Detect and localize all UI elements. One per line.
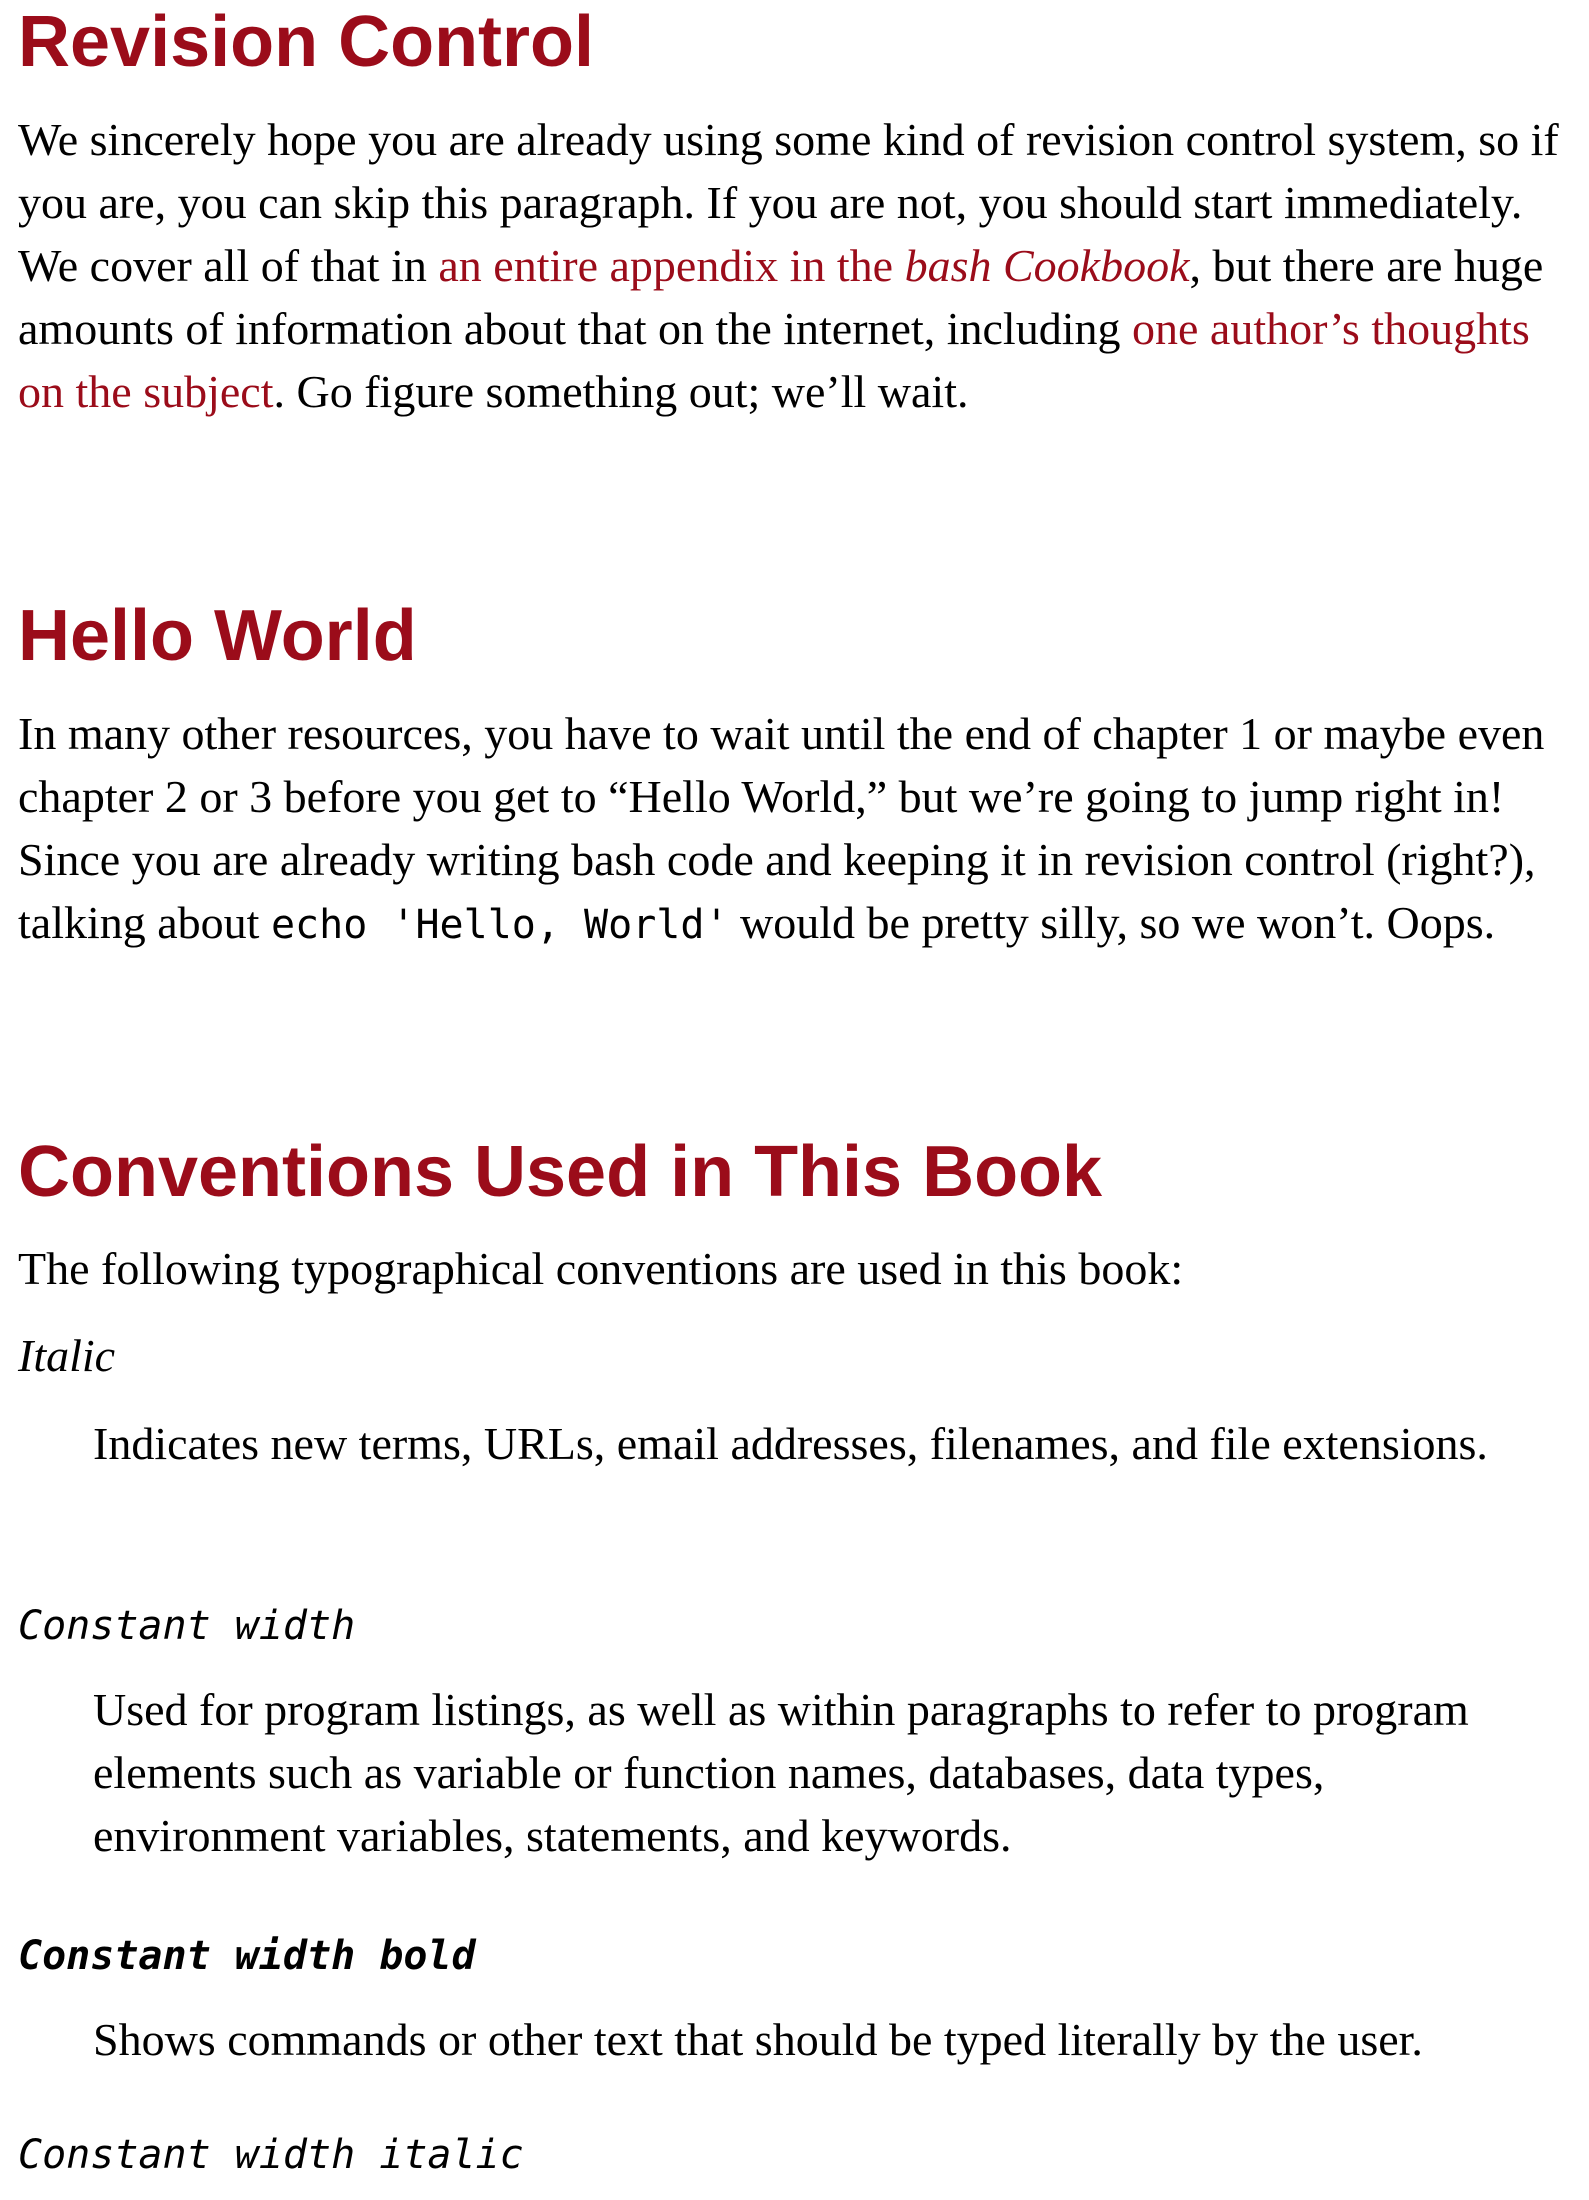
appendix-link[interactable] — [438, 240, 1189, 291]
hello-world-paragraph — [18, 702, 1578, 957]
convention-term-constant-width-italic: Constant width italic — [18, 2132, 524, 2178]
convention-term-italic: Italic — [18, 1330, 116, 1381]
section-heading-conventions: Conventions Used in This Book — [18, 1132, 1103, 1212]
convention-definition-constant-width: Used for program listings, as well as within paragraphs to refer to program elements such as variable or function names, databases, data types, environment variables, statements, and keywords. — [93, 1684, 1469, 1861]
section-heading-revision-control: Revision Control — [18, 2, 595, 82]
appendix-link-text: an entire appendix in the — [438, 240, 905, 291]
paragraph-text: , but there are huge amounts of information about that on the internet, including — [18, 240, 1544, 354]
convention-term-constant-width-bold: Constant width bold — [18, 1933, 476, 1979]
paragraph-text: In many other resources, you have to wait until the end of chapter 1 or maybe even chapter 2 or 3 before you get to “Hello World,” but we’re going to jump right in! Since you are already writing bash code and keeping it in revision control (right?), talking about — [18, 708, 1545, 948]
convention-definition-constant-width-bold: Shows commands or other text that should be typed literally by the user. — [93, 2014, 1423, 2065]
appendix-link-book-title: bash Cookbook — [904, 240, 1190, 291]
revision-control-paragraph — [18, 108, 1578, 423]
paragraph-text: We sincerely hope you are already using some kind of revision control system, so if you are, you can skip this paragraph. If you are not, you should start immediately. We cover all of that in — [18, 114, 1559, 291]
inline-code: echo 'Hello, World' — [270, 902, 729, 948]
paragraph-text: would be pretty silly, so we won’t. Oops. — [728, 897, 1496, 948]
author-thoughts-link[interactable]: one author’s thoughts on the subject — [18, 303, 1530, 417]
paragraph-text: . Go figure something out; we’ll wait. — [273, 366, 969, 417]
conventions-intro: The following typographical conventions are used in this book: — [18, 1243, 1184, 1294]
convention-term-constant-width: Constant width — [18, 1603, 356, 1649]
convention-definition-italic: Indicates new terms, URLs, email addresses, filenames, and file extensions. — [93, 1418, 1488, 1469]
section-heading-hello-world: Hello World — [18, 596, 417, 676]
